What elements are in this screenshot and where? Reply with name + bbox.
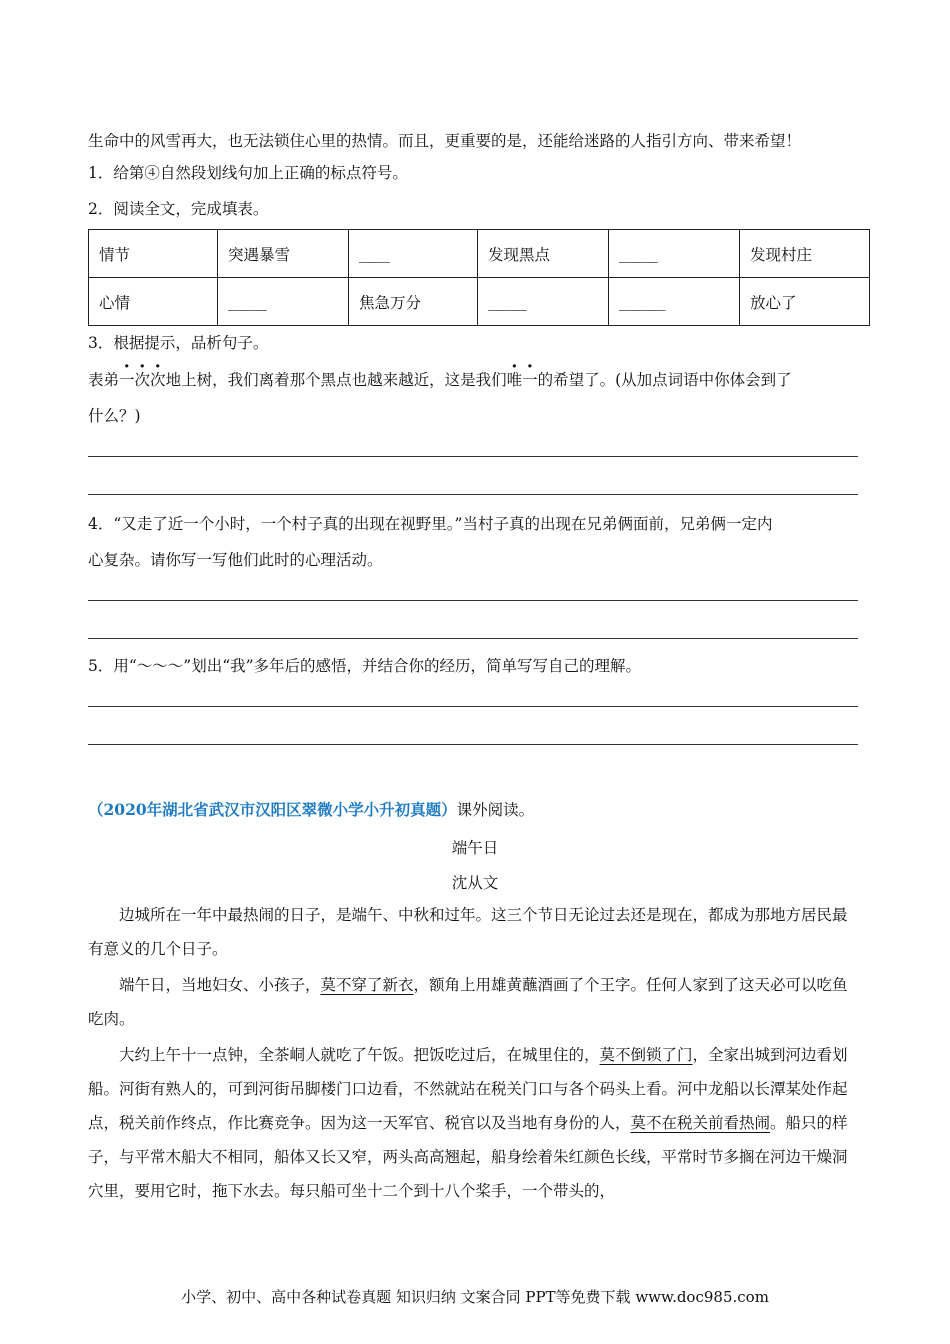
answer-line[interactable]	[88, 456, 858, 457]
table-cell: _____	[609, 230, 740, 278]
table-cell: 发现黑点	[478, 230, 609, 278]
article-paragraph-2	[88, 968, 860, 1036]
paragraph-text: ，额角上用雄黄蘸酒画了个王字。任何人家到了这天必可以吃鱼吃肉。	[88, 976, 848, 1028]
underlined-phrase: 莫不穿了新衣	[320, 976, 414, 994]
article-paragraph-3	[88, 1038, 860, 1208]
question-3-sentence-line2: 什么？)	[88, 407, 141, 425]
sentence-text: 地上树，我们离着那个黑点也越来越近，这是我们	[165, 371, 507, 389]
underlined-phrase: 莫不在税关前看热闹	[630, 1114, 771, 1132]
question-4-line1: 4．“又走了近一个小时，一个村子真的出现在视野里。”当村子真的出现在兄弟俩面前，兄弟俩一定内	[88, 515, 773, 533]
section-label: 课外阅读。	[456, 801, 535, 819]
table-cell: 心情	[89, 278, 218, 326]
source-label: （2020年湖北省武汉市汉阳区翠微小学小升初真题）	[88, 800, 457, 819]
emphasis-dot-char: 一	[119, 371, 135, 389]
page-footer: 小学、初中、高中各种试卷真题 知识归纳 文案合同 PPT等免费下载 www.doc985.com	[181, 1288, 769, 1306]
answer-line[interactable]	[88, 744, 858, 745]
paragraph-text: ，全家出城到河边看划船。河街有熟人的，可到河街吊脚楼门口边看，不然就站在税关门口与各个码头上看。河中龙船以长潭某处作起点，税关前作终点，作比赛竞争。因为这一天军官、税官以及当地有身份的人，	[88, 1046, 848, 1132]
answer-line[interactable]	[88, 706, 858, 707]
table-cell: 突遇暴雪	[218, 230, 349, 278]
table-cell: 放心了	[740, 278, 870, 326]
table-cell: 发现村庄	[740, 230, 870, 278]
section-heading	[88, 800, 534, 820]
question-3-title: 3．根据提示，品析句子。	[88, 334, 269, 352]
answer-line[interactable]	[88, 600, 858, 601]
sentence-text: 表弟	[88, 371, 120, 389]
article-author: 沈从文	[451, 874, 499, 892]
table-cell: 焦急万分	[349, 278, 478, 326]
underlined-phrase: 莫不倒锁了门	[599, 1046, 693, 1064]
question-1: 1．给第④自然段划线句加上正确的标点符号。	[88, 164, 408, 182]
paragraph-text: 。船只的样子，与平常木船大不相同，船体又长又窄，两头高高翘起，船身绘着朱红颜色长线，平常时节多搁在河边干燥洞穴里，要用它时，拖下水去。每只船可坐十二个到十八个桨手，一个带头的，	[88, 1114, 848, 1200]
emphasis-dot-char: 次	[150, 371, 166, 389]
question-5: 5．用“～～～”划出“我”多年后的感悟，并结合你的经历，简单写写自己的理解。	[88, 657, 642, 675]
table-cell: 情节	[89, 230, 218, 278]
table-cell: _____	[478, 278, 609, 326]
question-4-line2: 心复杂。请你写一写他们此时的心理活动。	[88, 551, 383, 569]
emphasis-dot-char: 一	[522, 371, 538, 389]
continued-text-line: 生命中的风雪再大，也无法锁住心里的热情。而且，更重要的是，还能给迷路的人指引方向、带来希望！	[88, 132, 802, 150]
table-cell: ____	[349, 230, 478, 278]
emphasis-dot-char: 次	[134, 371, 151, 389]
paragraph-text: 大约上午十一点钟，全茶峒人就吃了午饭。把饭吃过后，在城里住的，	[119, 1046, 600, 1064]
table-cell: ______	[609, 278, 740, 326]
fill-in-table	[88, 229, 870, 326]
article-paragraph-1: 边城所在一年中最热闹的日子，是端午、中秋和过年。这三个节日无论过去还是现在，都成为那地方居民最有意义的几个日子。	[88, 906, 848, 958]
paragraph-text: 端午日，当地妇女、小孩子，	[119, 976, 321, 994]
question-2: 2．阅读全文，完成填表。	[88, 200, 269, 218]
table-row	[89, 278, 870, 326]
question-3-sentence	[88, 370, 792, 390]
answer-line[interactable]	[88, 494, 858, 495]
article-title: 端午日	[451, 839, 499, 857]
answer-line[interactable]	[88, 638, 858, 639]
sentence-text: 的希望了。(从加点词语中你体会到了	[537, 371, 792, 389]
table-cell: _____	[218, 278, 349, 326]
emphasis-dot-char: 唯	[506, 371, 523, 389]
table-row	[89, 230, 870, 278]
